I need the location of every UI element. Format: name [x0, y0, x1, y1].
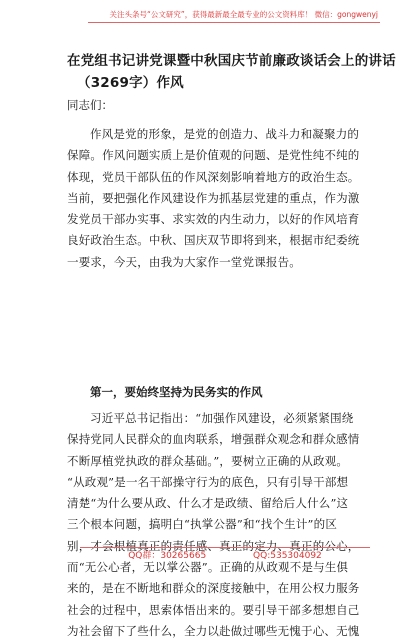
speech-title — [67, 50, 396, 94]
paragraph-line: 三个根本问题，搞明白“执掌公器”和“找个生计”的区 — [67, 517, 338, 532]
paragraph-line: 社会的过程中，思索体悟出来的。要引导干部多想想自己 — [67, 602, 360, 617]
greeting: 同志们： — [67, 98, 113, 112]
title-line-1: 在党组书记讲党课暨中秋国庆节前廉政谈话会上的讲话 — [67, 53, 396, 69]
title-line-2: （3269字）作风 — [77, 75, 184, 91]
paragraph-line: 发党员干部办实事、求实效的内生动力，以好的作风培育 — [67, 212, 360, 227]
promo-header: 关注头条号“公文研究”，获得最新最全最专业的公文资料库！ 微信：gongwenyj — [109, 10, 378, 19]
header-divider — [88, 22, 380, 23]
paragraph-line: 而“无公心者，无以掌公器”。正确的从政观不是与生俱 — [67, 560, 349, 575]
section-heading: 第一，要始终坚持为民务实的作风 — [90, 385, 263, 399]
footer-contacts — [80, 550, 370, 562]
paragraph-line: 保持党同人民群众的血肉联系，增强群众观念和群众感情 — [67, 432, 360, 447]
footer-divider — [80, 547, 370, 548]
qq-group-text: QQ群：30265665 — [128, 551, 207, 561]
paragraph-line: 体现，党员干部队伍的作风深刻影响着地方的政治生态。 — [67, 169, 360, 184]
paragraph-line: 当前，要把强化作风建设作为抓基层党建的重点，作为激 — [67, 190, 360, 205]
paragraph-line: 来的，是在不断地和群众的深度接触中，在用公权力服务 — [67, 581, 360, 596]
paragraph-line: 别，才会根植真正的责任感、真正的定力、真正的公心， — [67, 538, 360, 553]
paragraph-line: 习近平总书记指出：“加强作风建设，必须紧紧围绕 — [90, 411, 354, 425]
paragraph-line: 为社会留下了些什么，全力以赴做过哪些无愧于心、无愧 — [67, 623, 360, 638]
paragraph-line: 清楚“为什么要从政、什么才是政绩、留给后人什么”这 — [67, 496, 349, 511]
paragraph-line: 作风是党的形象，是党的创造力、战斗力和凝聚力的 — [90, 127, 360, 141]
paragraph-section-1 — [67, 408, 369, 642]
qq-number-text: QQ:535304092 — [253, 551, 322, 561]
paragraph-line: 保障。作风问题实质上是价值观的问题、是党性纯不纯的 — [67, 148, 360, 163]
paragraph-line: “从政观”是一名干部操守行为的底色，只有引导干部想 — [67, 474, 349, 489]
paragraph-line: 一要求，今天，由我为大家作一堂党课报告。 — [67, 254, 301, 269]
paragraph-line: 良好政治生态。中秋、国庆双节即将到来，根据市纪委统 — [67, 233, 360, 248]
paragraph-line: 不断厚植党执政的群众基础。”，要树立正确的从政观。 — [67, 453, 349, 468]
paragraph-intro — [67, 124, 369, 273]
